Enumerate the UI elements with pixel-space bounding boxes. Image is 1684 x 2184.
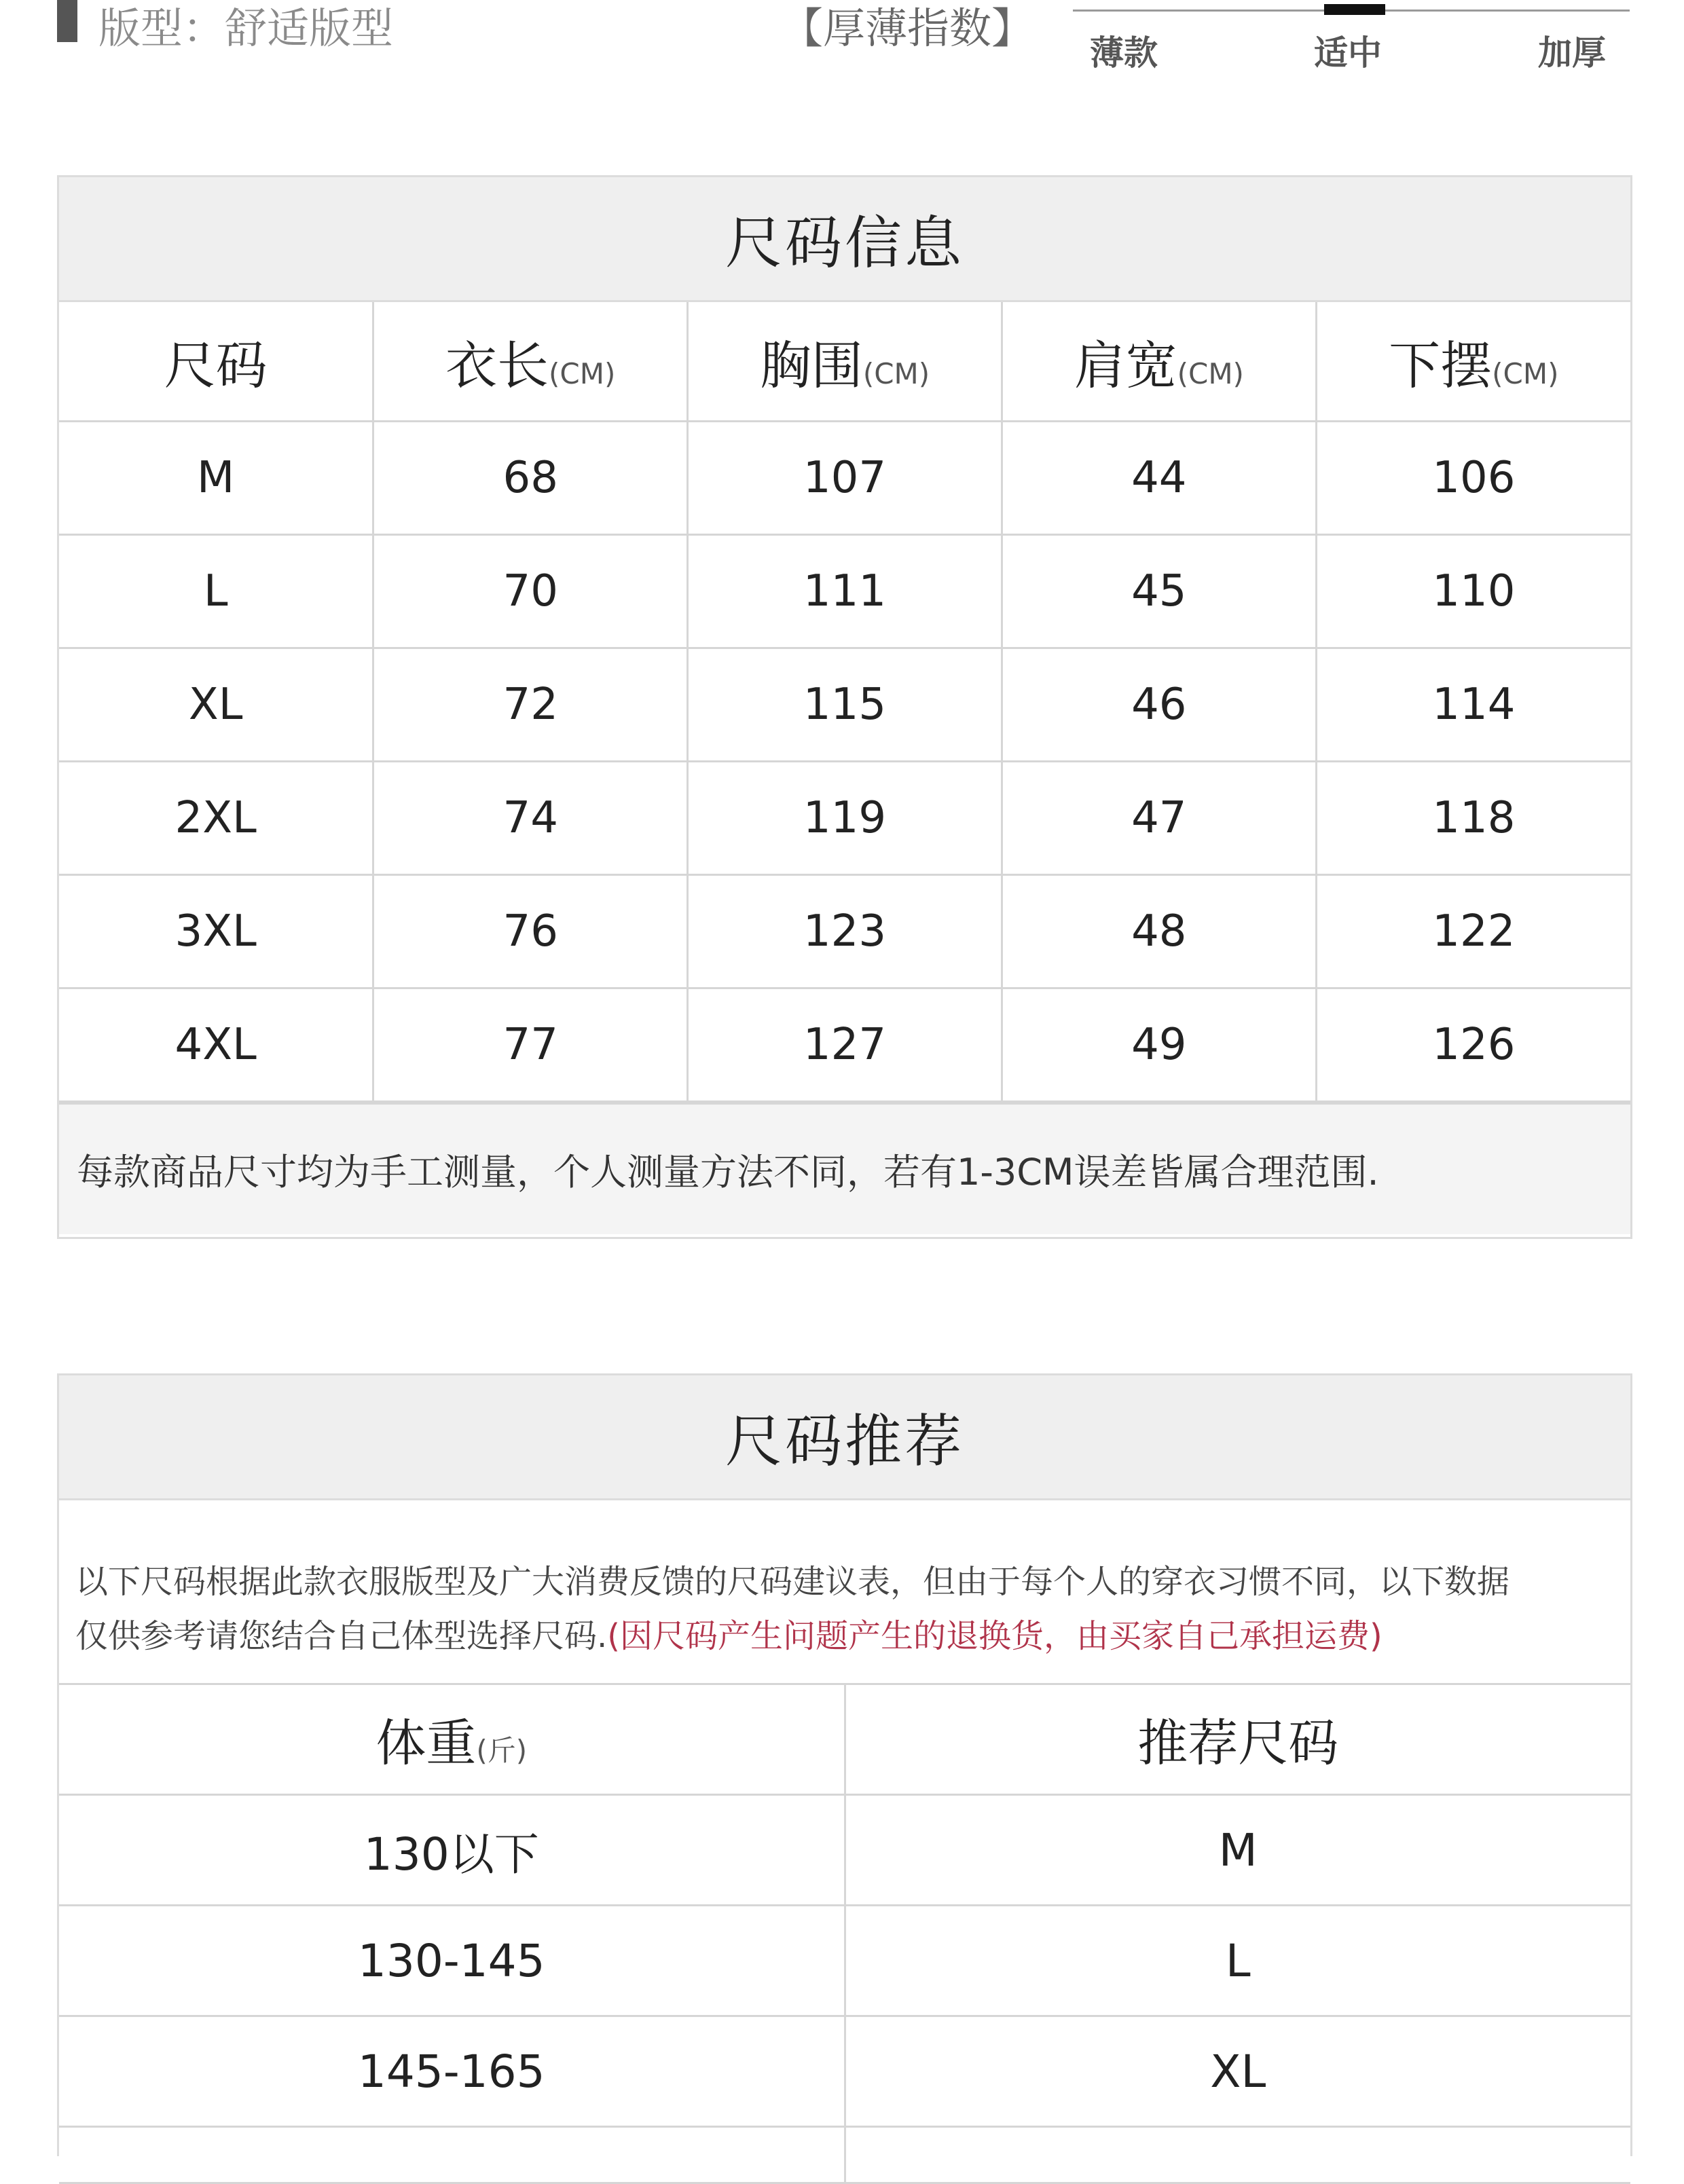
cell-size: 4XL: [59, 988, 373, 1102]
column-header-weight: 体重(斤): [59, 1685, 845, 1795]
table-row: [59, 422, 1630, 535]
cell-shoulder: 45: [1002, 535, 1316, 648]
thickness-option-thin: 薄款: [1090, 33, 1158, 73]
cell-weight: 130-145: [59, 1906, 845, 2016]
table-header-row: [59, 1685, 1630, 1795]
thickness-option-thick: 加厚: [1538, 33, 1606, 73]
cell-weight: 130以下: [59, 1795, 845, 1906]
cell-size: M: [59, 422, 373, 535]
cell-hem: 106: [1316, 422, 1630, 535]
size-info-table: [59, 302, 1630, 1103]
intro-line-2: 仅供参考请您结合自己体型选择尺码.(因尺码产生问题产生的退换货，由买家自己承担运费): [75, 1617, 1383, 1655]
cell-hem: 110: [1316, 535, 1630, 648]
size-recommend-intro: [59, 1500, 1630, 1685]
size-recommend-title: 尺码推荐: [59, 1375, 1630, 1500]
column-header-shoulder: 肩宽(CM): [1002, 302, 1316, 422]
cell-recommended-size: L: [845, 1906, 1630, 2016]
return-policy-warning: (因尺码产生问题产生的退换货，由买家自己承担运费): [607, 1617, 1383, 1655]
cell-size: XL: [59, 648, 373, 762]
size-info-title: 尺码信息: [59, 177, 1630, 302]
table-row: [59, 875, 1630, 988]
column-header-recommended-size: 推荐尺码: [845, 1685, 1630, 1795]
cell-size: 3XL: [59, 875, 373, 988]
cell-length: 72: [373, 648, 688, 762]
cell-chest: 119: [688, 762, 1002, 875]
column-header-size: 尺码: [59, 302, 373, 422]
cell-recommended-size: XL: [845, 2016, 1630, 2127]
cell-chest: 127: [688, 988, 1002, 1102]
cell-shoulder: 48: [1002, 875, 1316, 988]
cell-length: 68: [373, 422, 688, 535]
table-row: [59, 762, 1630, 875]
table-row: [59, 988, 1630, 1102]
cell-length: 77: [373, 988, 688, 1102]
cell-hem: 118: [1316, 762, 1630, 875]
cell-recommended-size: M: [845, 1795, 1630, 1906]
table-row: [59, 535, 1630, 648]
cell-size: 2XL: [59, 762, 373, 875]
cell-chest: 115: [688, 648, 1002, 762]
cell-weight: [59, 2127, 845, 2183]
table-row: [59, 2016, 1630, 2127]
cell-length: 74: [373, 762, 688, 875]
cell-shoulder: 49: [1002, 988, 1316, 1102]
cell-size: L: [59, 535, 373, 648]
cell-length: 76: [373, 875, 688, 988]
cell-chest: 111: [688, 535, 1002, 648]
cell-chest: 123: [688, 875, 1002, 988]
cell-shoulder: 44: [1002, 422, 1316, 535]
cell-hem: 122: [1316, 875, 1630, 988]
intro-line-1: 以下尺码根据此款衣服版型及广大消费反馈的尺码建议表，但由于每个人的穿衣习惯不同，以下数据: [75, 1563, 1510, 1601]
cell-hem: 114: [1316, 648, 1630, 762]
size-recommend-panel: [57, 1373, 1632, 2156]
thickness-option-medium: 适中: [1314, 33, 1382, 73]
cell-hem: 126: [1316, 988, 1630, 1102]
table-row: [59, 1906, 1630, 2016]
table-row: [59, 648, 1630, 762]
table-row: [59, 1795, 1630, 1906]
size-recommend-table: [59, 1685, 1630, 2184]
thickness-index-title: 【厚薄指数】: [781, 3, 1034, 53]
product-attributes-strip: [0, 0, 1684, 81]
cell-length: 70: [373, 535, 688, 648]
table-row-cut-off: [59, 2127, 1630, 2183]
fit-type-label: 版型：舒适版型: [98, 3, 394, 53]
column-header-length: 衣长(CM): [373, 302, 688, 422]
cell-chest: 107: [688, 422, 1002, 535]
table-header-row: [59, 302, 1630, 422]
size-info-panel: [57, 175, 1632, 1239]
cell-shoulder: 47: [1002, 762, 1316, 875]
thickness-scale-marker: [1324, 4, 1385, 15]
measurement-note: 每款商品尺寸均为手工测量，个人测量方法不同，若有1-3CM误差皆属合理范围.: [59, 1103, 1630, 1234]
cell-shoulder: 46: [1002, 648, 1316, 762]
cell-weight: 145-165: [59, 2016, 845, 2127]
section-marker-bar: [57, 0, 77, 42]
cell-recommended-size: [845, 2127, 1630, 2183]
column-header-chest: 胸围(CM): [688, 302, 1002, 422]
column-header-hem: 下摆(CM): [1316, 302, 1630, 422]
